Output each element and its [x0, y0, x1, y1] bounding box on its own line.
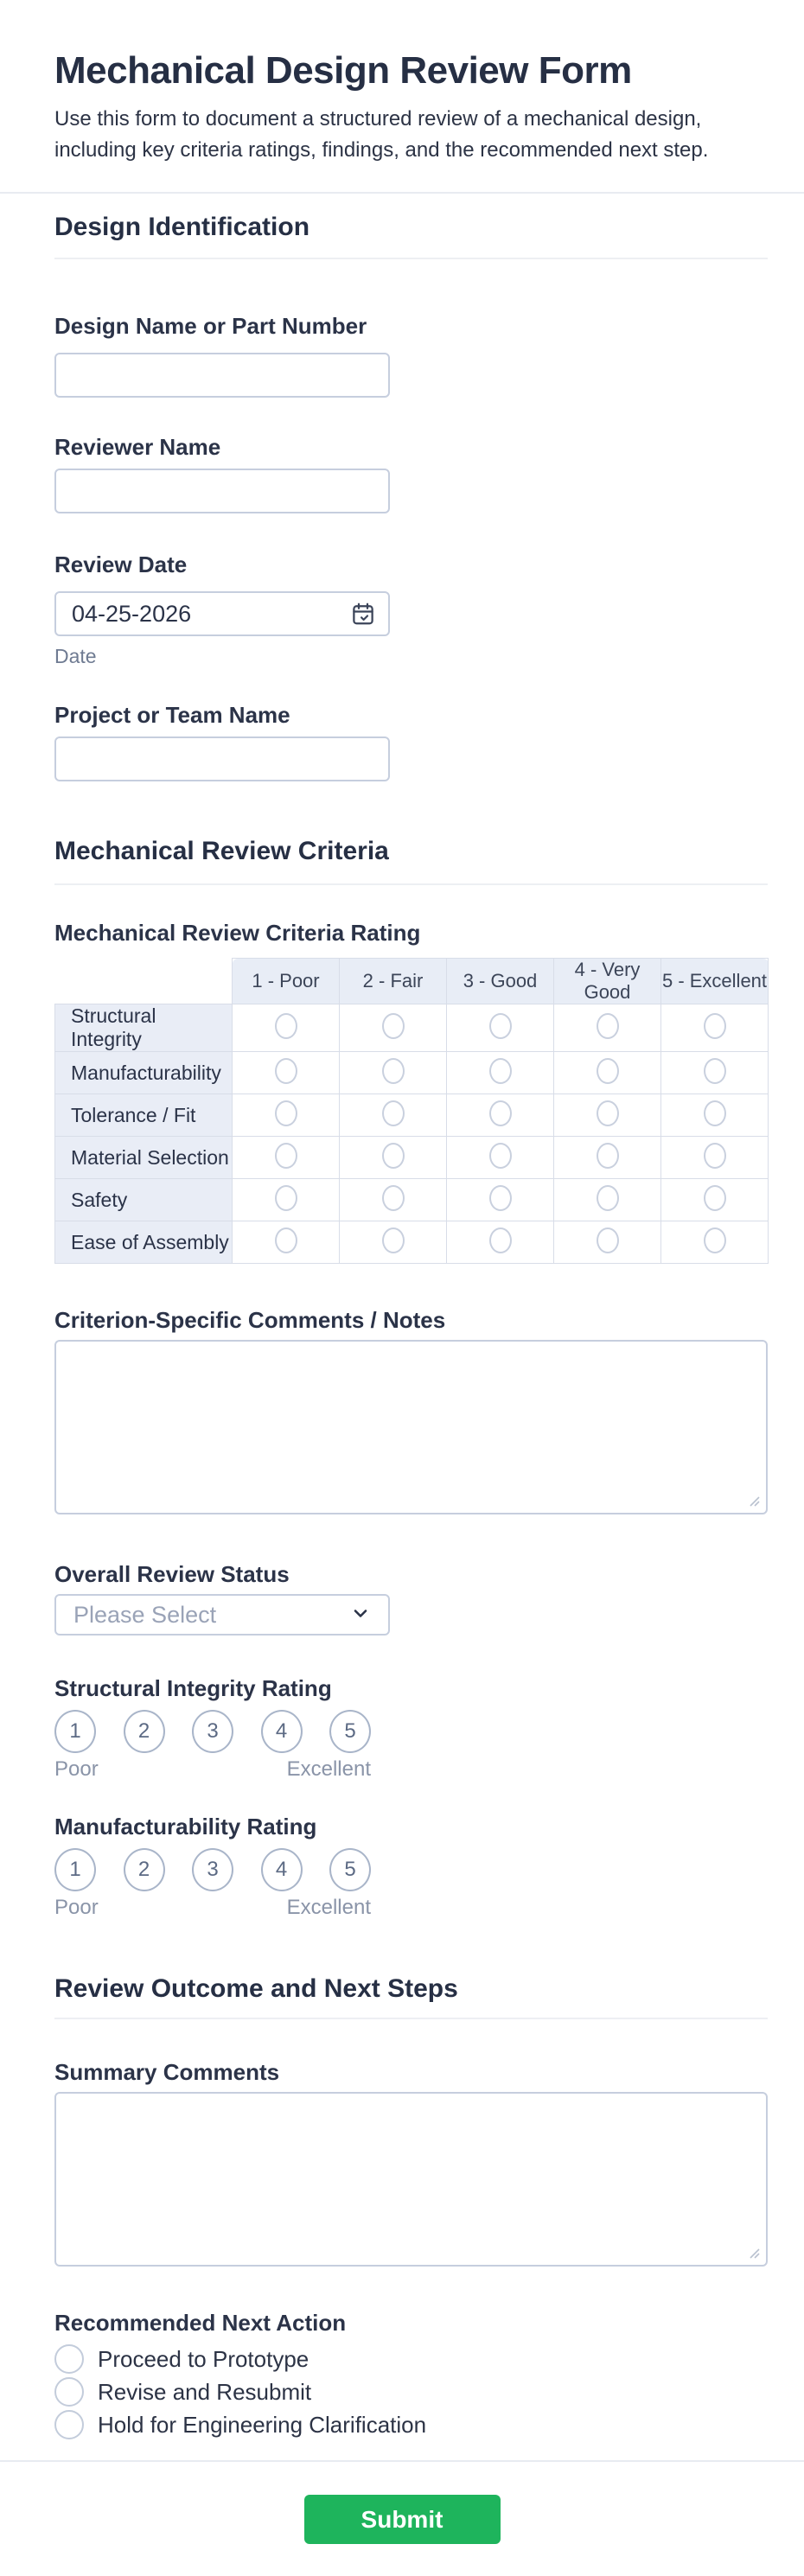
matrix-radio[interactable]	[597, 1143, 619, 1169]
heading-underline	[54, 883, 768, 885]
matrix-radio[interactable]	[597, 1227, 619, 1253]
manufacturability-rating-label: Manufacturability Rating	[54, 1814, 317, 1840]
matrix-radio[interactable]	[489, 1143, 512, 1169]
next-action-option-proceed[interactable]	[54, 2343, 768, 2375]
review-date-label: Review Date	[54, 552, 188, 577]
matrix-radio[interactable]	[275, 1185, 297, 1211]
project-name-label: Project or Team Name	[54, 702, 290, 728]
scale-option-4[interactable]: 4	[261, 1710, 303, 1753]
calendar-icon[interactable]	[350, 601, 376, 627]
section-heading-review-criteria: Mechanical Review Criteria	[54, 837, 389, 865]
matrix-radio[interactable]	[704, 1185, 726, 1211]
form-header	[54, 0, 768, 166]
radio-option-label: Proceed to Prototype	[98, 2345, 309, 2372]
next-action-option-hold[interactable]	[54, 2408, 768, 2441]
scale-option-1[interactable]: 1	[54, 1848, 96, 1891]
scale-option-3[interactable]: 3	[192, 1710, 233, 1753]
matrix-row	[55, 1052, 769, 1094]
scale-low-label: Poor	[54, 1757, 99, 1781]
structural-rating-label: Structural Integrity Rating	[54, 1675, 332, 1701]
section-heading-design-identification: Design Identification	[54, 213, 310, 241]
matrix-label: Mechanical Review Criteria Rating	[54, 920, 421, 946]
matrix-radio[interactable]	[382, 1058, 405, 1084]
matrix-row	[55, 1004, 769, 1052]
matrix-radio[interactable]	[382, 1100, 405, 1126]
radio-option-label: Hold for Engineering Clarification	[98, 2411, 427, 2438]
manufacturability-rating-scale	[54, 1848, 371, 1891]
scale-option-2[interactable]: 2	[124, 1848, 165, 1891]
matrix-radio[interactable]	[275, 1058, 297, 1084]
section-divider	[0, 192, 804, 194]
matrix-radio[interactable]	[382, 1013, 405, 1039]
matrix-radio[interactable]	[597, 1013, 619, 1039]
matrix-radio[interactable]	[275, 1143, 297, 1169]
summary-comments-label: Summary Comments	[54, 2059, 280, 2085]
next-action-label: Recommended Next Action	[54, 2310, 347, 2336]
matrix-row-header: Ease of Assembly	[55, 1221, 233, 1264]
matrix-radio[interactable]	[597, 1058, 619, 1084]
overall-status-select[interactable]	[54, 1594, 390, 1636]
matrix-radio[interactable]	[489, 1058, 512, 1084]
scale-high-label: Excellent	[286, 1757, 371, 1781]
design-name-input[interactable]	[54, 353, 390, 398]
overall-status-label: Overall Review Status	[54, 1561, 290, 1587]
matrix-radio[interactable]	[597, 1100, 619, 1126]
matrix-row	[55, 1221, 769, 1264]
matrix-row	[55, 1094, 769, 1137]
structural-rating-scale	[54, 1710, 371, 1753]
matrix-radio[interactable]	[704, 1143, 726, 1169]
matrix-row	[55, 1179, 769, 1221]
matrix-row-header: Structural Integrity	[55, 1004, 233, 1052]
scale-option-3[interactable]: 3	[192, 1848, 233, 1891]
matrix-radio[interactable]	[704, 1227, 726, 1253]
scale-option-5[interactable]: 5	[329, 1848, 371, 1891]
scale-low-label: Poor	[54, 1896, 99, 1919]
matrix-radio[interactable]	[275, 1100, 297, 1126]
submit-row	[0, 2495, 804, 2544]
scale-option-1[interactable]: 1	[54, 1710, 96, 1753]
scale-option-5[interactable]: 5	[329, 1710, 371, 1753]
review-date-sublabel: Date	[54, 645, 97, 667]
chevron-down-icon	[350, 1603, 371, 1628]
matrix-radio[interactable]	[382, 1185, 405, 1211]
matrix-radio[interactable]	[382, 1143, 405, 1169]
matrix-radio[interactable]	[704, 1013, 726, 1039]
matrix-radio[interactable]	[704, 1100, 726, 1126]
scale-option-2[interactable]: 2	[124, 1710, 165, 1753]
project-name-input[interactable]	[54, 736, 390, 781]
footer-divider	[0, 2460, 804, 2462]
radio-option-label: Revise and Resubmit	[98, 2378, 312, 2405]
matrix-row-header: Manufacturability	[55, 1052, 233, 1094]
matrix-radio[interactable]	[597, 1185, 619, 1211]
matrix-radio[interactable]	[382, 1227, 405, 1253]
matrix-radio[interactable]	[489, 1227, 512, 1253]
design-name-label: Design Name or Part Number	[54, 313, 367, 339]
radio-icon[interactable]	[54, 2410, 84, 2439]
matrix-row-header: Tolerance / Fit	[55, 1094, 233, 1137]
matrix-radio[interactable]	[275, 1227, 297, 1253]
matrix-corner-cell	[55, 959, 233, 1004]
matrix-radio[interactable]	[489, 1013, 512, 1039]
select-placeholder-text: Please Select	[73, 1601, 217, 1628]
submit-button[interactable]: Submit	[304, 2495, 501, 2544]
reviewer-name-input[interactable]	[54, 469, 390, 513]
scale-high-label: Excellent	[286, 1896, 371, 1919]
next-action-option-revise[interactable]	[54, 2375, 768, 2408]
criteria-rating-matrix	[54, 958, 769, 1264]
reviewer-name-label: Reviewer Name	[54, 434, 221, 460]
matrix-radio[interactable]	[275, 1013, 297, 1039]
review-date-input[interactable]	[54, 591, 390, 636]
heading-underline	[54, 258, 768, 259]
review-date-field	[54, 591, 390, 636]
matrix-radio[interactable]	[489, 1185, 512, 1211]
matrix-col-header: 3 - Good	[447, 959, 554, 1004]
matrix-row	[55, 1137, 769, 1179]
heading-underline	[54, 2018, 768, 2019]
next-action-options	[54, 2343, 768, 2441]
scale-end-labels	[54, 1758, 371, 1781]
scale-option-4[interactable]: 4	[261, 1848, 303, 1891]
matrix-radio[interactable]	[489, 1100, 512, 1126]
matrix-col-header: 1 - Poor	[233, 959, 340, 1004]
summary-comments-textarea[interactable]	[54, 2092, 768, 2267]
criterion-comments-textarea[interactable]	[54, 1340, 768, 1514]
criterion-comments-label: Criterion-Specific Comments / Notes	[54, 1307, 446, 1333]
form-title: Mechanical Design Review Form	[54, 49, 632, 92]
matrix-row-header: Material Selection	[55, 1137, 233, 1179]
section-heading-review-outcome: Review Outcome and Next Steps	[54, 1974, 458, 2003]
radio-icon[interactable]	[54, 2344, 84, 2374]
form-description: Use this form to document a structured review of a mechanical design, including key criteria ratings, findings, and the recommended next step.	[54, 107, 709, 162]
matrix-col-header: 2 - Fair	[340, 959, 447, 1004]
matrix-col-header: 5 - Excellent	[661, 959, 769, 1004]
matrix-radio[interactable]	[704, 1058, 726, 1084]
scale-end-labels	[54, 1897, 371, 1919]
radio-icon[interactable]	[54, 2377, 84, 2407]
matrix-row-header: Safety	[55, 1179, 233, 1221]
matrix-col-header: 4 - Very Good	[554, 959, 661, 1004]
matrix-header-row	[55, 959, 769, 1004]
